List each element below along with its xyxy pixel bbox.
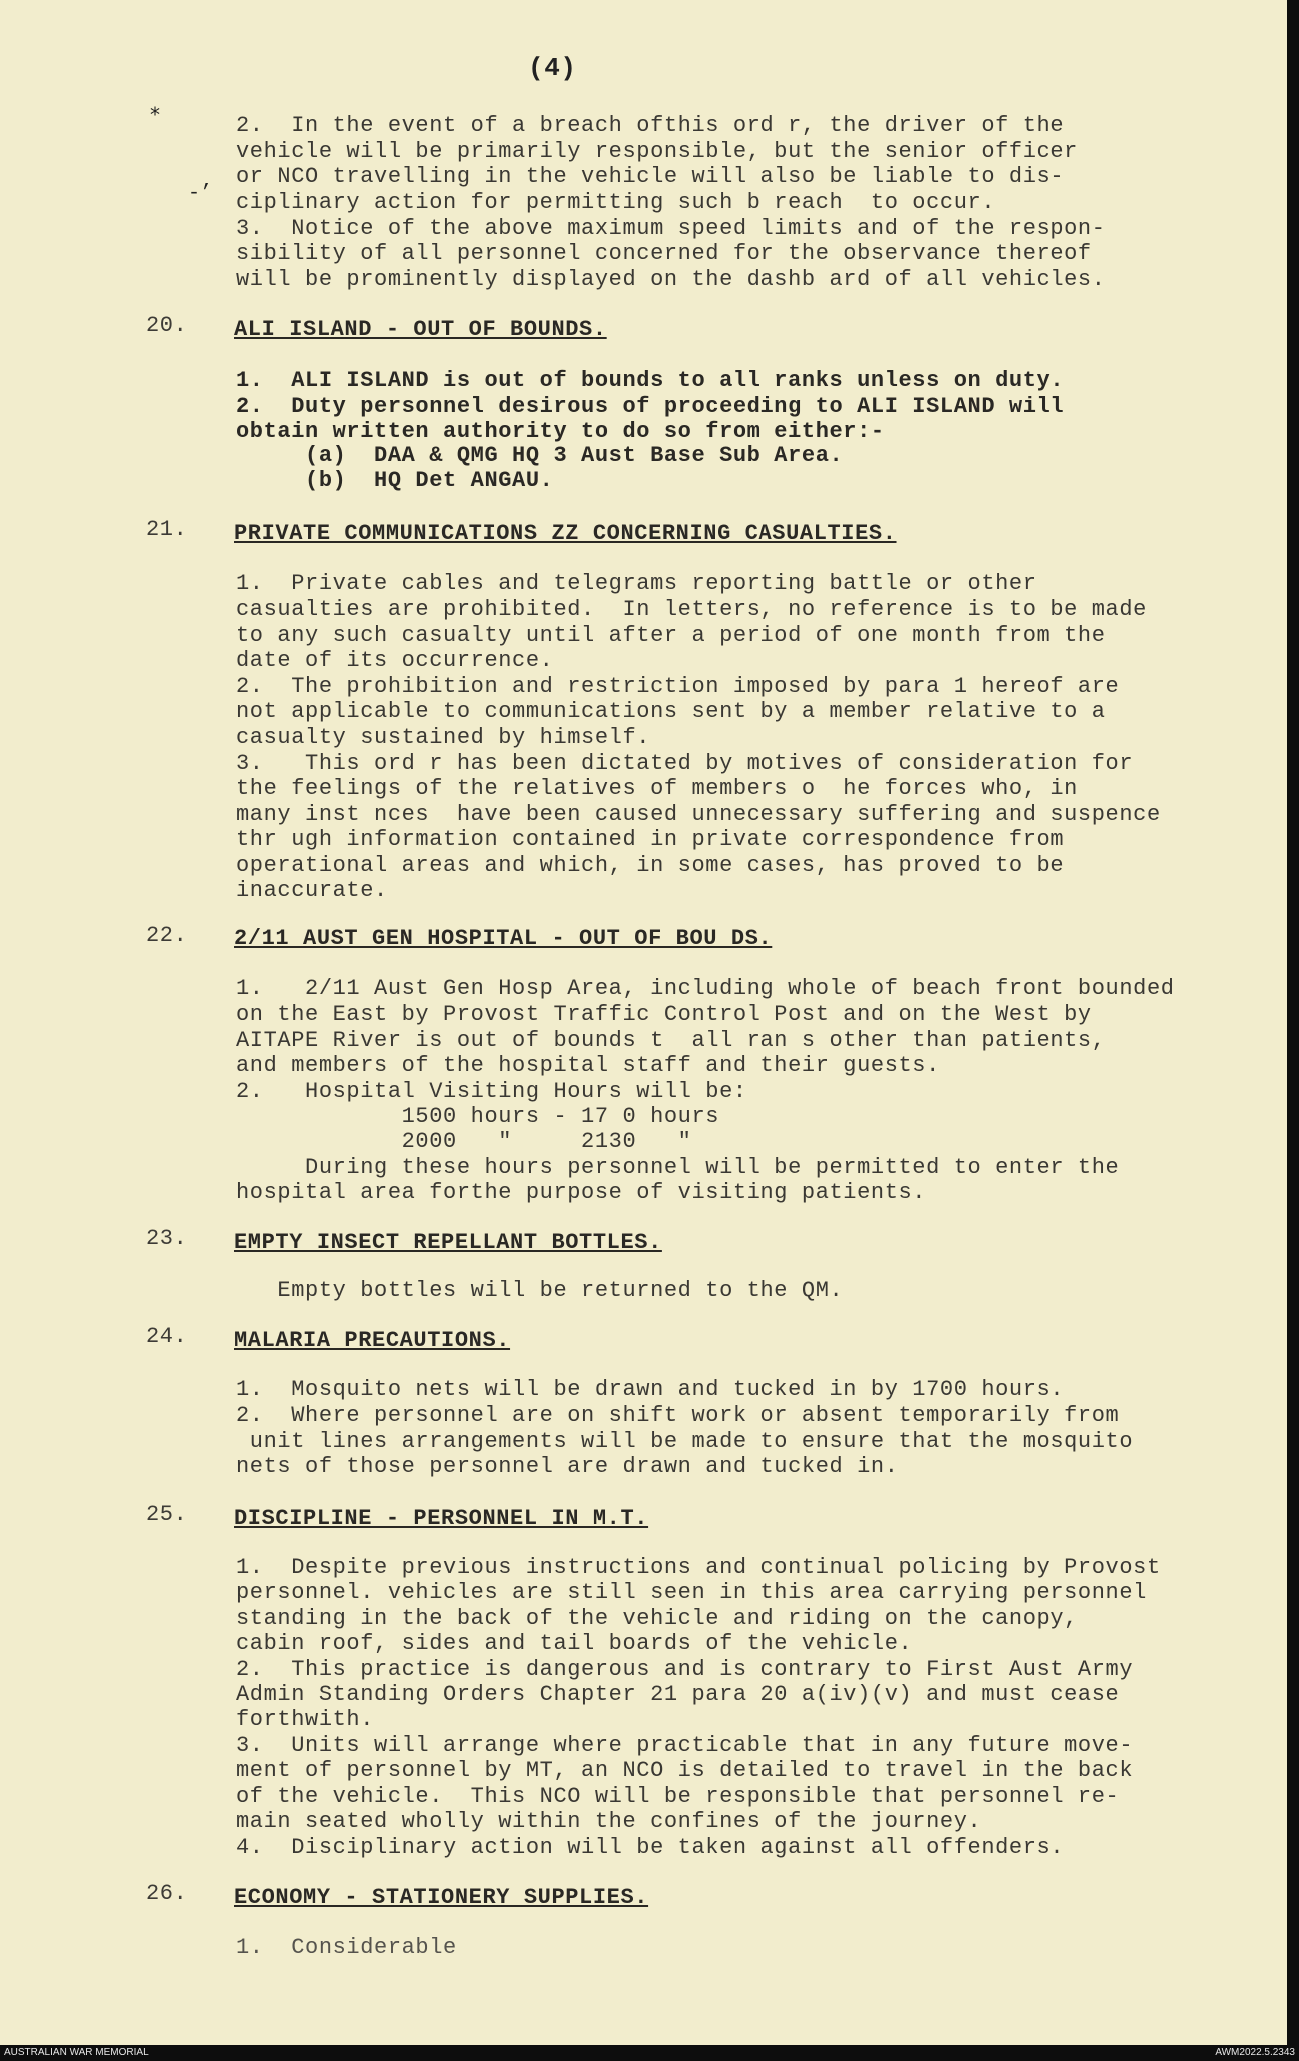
margin-mark: -’: [188, 182, 213, 205]
para-line: 2. In the event of a breach ofthis ord r, the driver of the: [236, 113, 1065, 138]
para-line: 3. Units will arrange where practicable that in any future move-: [236, 1733, 1134, 1758]
para-line: ciplinary action for permitting such b reach to occur.: [236, 190, 996, 215]
para-line: 1. Considerable: [236, 1935, 457, 1960]
section-heading: ALI ISLAND - OUT OF BOUNDS.: [234, 317, 607, 342]
para-line: Admin Standing Orders Chapter 21 para 20 a(iv)(v) and must cease: [236, 1682, 1120, 1707]
para-line: standing in the back of the vehicle and riding on the canopy,: [236, 1606, 1078, 1631]
para-line: 1. 2/11 Aust Gen Hosp Area, including whole of beach front bounded: [236, 976, 1175, 1001]
para-line: Empty bottles will be returned to the QM.: [236, 1278, 844, 1303]
footer-right-text: AWM2022.5.2343: [1215, 2047, 1295, 2058]
footer-bar: [0, 2045, 1299, 2061]
para-line: AITAPE River is out of bounds t all ran s other than patients,: [236, 1028, 1106, 1053]
para-line: main seated wholly within the confines of the journey.: [236, 1809, 982, 1834]
para-line: inaccurate.: [236, 878, 388, 903]
para-line: and members of the hospital staff and their guests.: [236, 1053, 940, 1078]
para-line: on the East by Provost Traffic Control Post and on the West by: [236, 1002, 1092, 1027]
para-line: the feelings of the relatives of members o he forces who, in: [236, 776, 1078, 801]
visiting-hours-line: 2000 " 2130 ": [236, 1129, 692, 1154]
para-line: cabin roof, sides and tail boards of the vehicle.: [236, 1631, 913, 1656]
footer-left-text: AUSTRALIAN WAR MEMORIAL: [4, 2047, 149, 2058]
para-line: casualties are prohibited. In letters, no reference is to be made: [236, 597, 1147, 622]
section-heading: EMPTY INSECT REPELLANT BOTTLES.: [234, 1230, 662, 1255]
para-line: 2. Duty personnel desirous of proceeding to ALI ISLAND will: [236, 394, 1065, 419]
para-line: 3. This ord r has been dictated by motives of consideration for: [236, 751, 1134, 776]
para-line: or NCO travelling in the vehicle will also be liable to dis-: [236, 164, 1065, 189]
para-line: personnel. vehicles are still seen in this area carrying personnel: [236, 1580, 1147, 1605]
para-line: 2. Hospital Visiting Hours will be:: [236, 1079, 747, 1104]
para-line: 3. Notice of the above maximum speed limits and of the respon-: [236, 216, 1106, 241]
section-heading: MALARIA PRECAUTIONS.: [234, 1328, 511, 1353]
section-number: 23.: [146, 1226, 188, 1251]
para-line: 1. Mosquito nets will be drawn and tucked in by 1700 hours.: [236, 1377, 1065, 1402]
section-number: 25.: [146, 1502, 188, 1527]
para-line: many inst nces have been caused unnecessary suffering and suspence: [236, 802, 1161, 827]
para-line: 1. ALI ISLAND is out of bounds to all ranks unless on duty.: [236, 368, 1065, 393]
para-line: not applicable to communications sent by a member relative to a: [236, 699, 1106, 724]
para-line: unit lines arrangements will be made to ensure that the mosquito: [236, 1429, 1134, 1454]
para-line: sibility of all personnel concerned for the observance thereof: [236, 241, 1092, 266]
scan-border: [1287, 0, 1299, 2045]
section-number: 24.: [146, 1324, 188, 1349]
para-line: hospital area forthe purpose of visiting patients.: [236, 1180, 927, 1205]
para-line: obtain written authority to do so from either:-: [236, 419, 885, 444]
para-line: 2. Where personnel are on shift work or absent temporarily from: [236, 1403, 1120, 1428]
para-line: vehicle will be primarily responsible, but the senior officer: [236, 139, 1078, 164]
margin-mark: ⁎: [150, 99, 160, 122]
para-line: (b) HQ Det ANGAU.: [236, 468, 554, 493]
section-heading: ECONOMY - STATIONERY SUPPLIES.: [234, 1885, 649, 1910]
para-line: date of its occurrence.: [236, 648, 554, 673]
para-line: thr ugh information contained in private correspondence from: [236, 827, 1065, 852]
para-line: 2. The prohibition and restriction imposed by para 1 hereof are: [236, 674, 1120, 699]
para-line: will be prominently displayed on the dashb ard of all vehicles.: [236, 267, 1106, 292]
section-heading: PRIVATE COMMUNICATIONS ZZ CONCERNING CASUALTIES.: [234, 521, 897, 546]
section-number: 26.: [146, 1881, 188, 1906]
section-number: 22.: [146, 923, 188, 948]
para-line: During these hours personnel will be permitted to enter the: [236, 1155, 1120, 1180]
para-line: of the vehicle. This NCO will be responsible that personnel re-: [236, 1784, 1120, 1809]
section-number: 21.: [146, 517, 188, 542]
section-heading: 2/11 AUST GEN HOSPITAL - OUT OF BOU DS.: [234, 926, 773, 951]
para-line: ment of personnel by MT, an NCO is detailed to travel in the back: [236, 1758, 1134, 1783]
section-heading: DISCIPLINE - PERSONNEL IN M.T.: [234, 1506, 649, 1531]
para-line: nets of those personnel are drawn and tucked in.: [236, 1454, 899, 1479]
section-number: 20.: [146, 313, 188, 338]
para-line: 2. This practice is dangerous and is contrary to First Aust Army: [236, 1657, 1134, 1682]
page-number: (4): [528, 53, 577, 83]
visiting-hours-line: 1500 hours - 17 0 hours: [236, 1104, 720, 1129]
para-line: (a) DAA & QMG HQ 3 Aust Base Sub Area.: [236, 443, 844, 468]
para-line: casualty sustained by himself.: [236, 725, 651, 750]
para-line: 1. Private cables and telegrams reporting battle or other: [236, 571, 1037, 596]
para-line: 4. Disciplinary action will be taken against all offenders.: [236, 1835, 1065, 1860]
para-line: to any such casualty until after a period of one month from the: [236, 623, 1106, 648]
para-line: forthwith.: [236, 1707, 375, 1732]
para-line: 1. Despite previous instructions and continual policing by Provost: [236, 1555, 1161, 1580]
para-line: operational areas and which, in some cases, has proved to be: [236, 853, 1065, 878]
